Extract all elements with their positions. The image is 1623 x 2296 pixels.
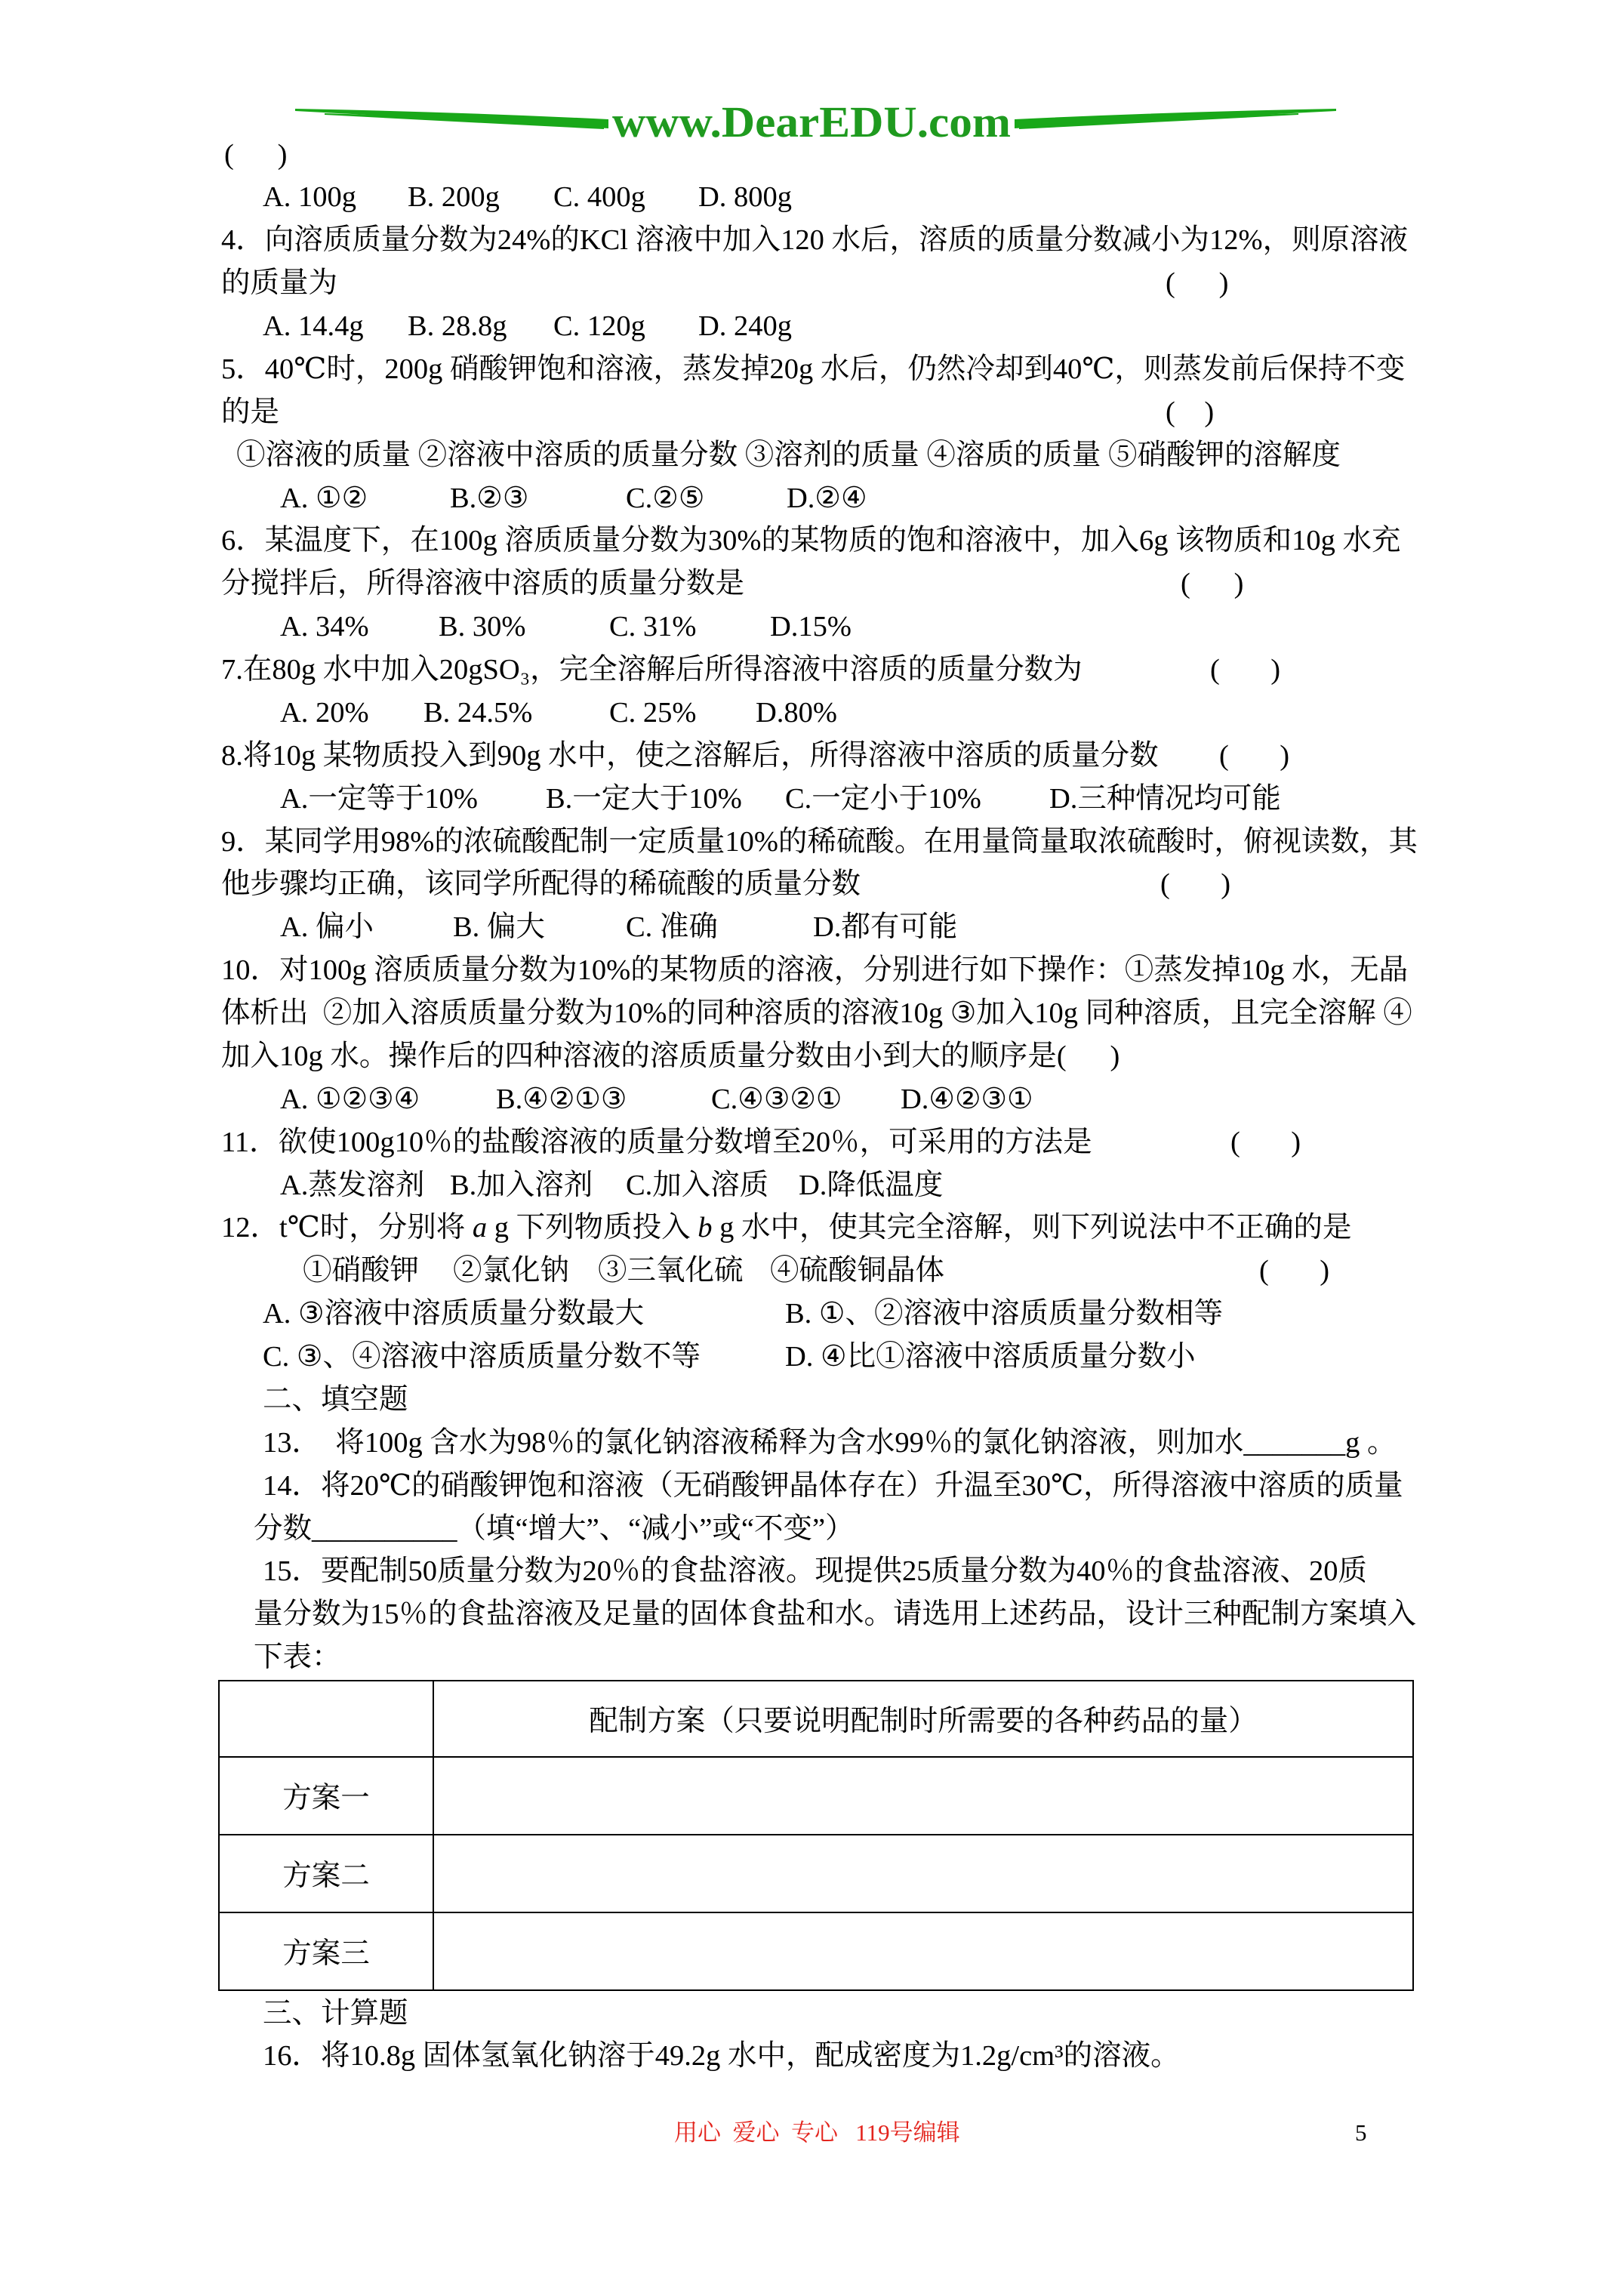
q5-items (0, 434, 1623, 477)
q10-stem-text: 加入10g 水。操作后的四种溶液的溶质质量分数由小到大的顺序是( ) (221, 1040, 1120, 1072)
q12-stem-part: g 下列物质投入 (487, 1212, 698, 1244)
q10-option-c: C.④③②① (711, 1083, 842, 1115)
q11-option-b: B.加入溶剂 (450, 1169, 593, 1201)
q3-option-b: B. 200g (408, 181, 500, 214)
q15-text: 量分数为15％的食盐溶液及足量的固体食盐和水。请选用上述药品，设计三种配制方案填入 (254, 1598, 1417, 1631)
q7-option-a: A. 20% (280, 696, 369, 729)
q8-stem-line-1 (0, 735, 1623, 778)
q5-answer-blank: ( ) (1166, 396, 1215, 428)
q5-option-a: A. ①② (280, 482, 368, 514)
q7-stem-text: 7.在80g 水中加入20gSO₃，完全溶解后所得溶液中溶质的质量分数为 (221, 654, 1083, 686)
q3-option-a: A. 100g (263, 181, 357, 214)
q10-stem-text: 10．对100g 溶质质量分数为10%的某物质的溶液，分别进行如下操作：①蒸发掉10g 水，无晶 (221, 954, 1409, 987)
q5-stem-line-2 (0, 391, 1623, 434)
q14-text: 分数__________（填“增大”、“减小”或“不变”） (254, 1512, 855, 1545)
q14-line-1 (0, 1465, 1623, 1508)
q9-stem-text: 9．某同学用98%的浓硫酸配制一定质量10%的稀硫酸。在用量筒量取浓硫酸时，俯视读数，其 (221, 825, 1418, 858)
q9-answer-blank: ( ) (1160, 868, 1231, 901)
q3-options (0, 176, 1623, 219)
q12-item-4: ④硫酸铜晶体 (770, 1255, 945, 1287)
q3-option-c: C. 400g (553, 181, 645, 214)
plan-1-answer-cell (433, 1757, 1413, 1835)
q5-stem-line-1 (0, 348, 1623, 391)
q10-stem-line-3 (0, 1035, 1623, 1078)
q4-answer-blank: ( ) (1166, 267, 1229, 300)
q12-stem-line-1 (0, 1207, 1623, 1250)
table-corner-cell (219, 1681, 433, 1757)
plan-2-answer-cell (433, 1835, 1413, 1912)
q10-stem-text: 体析出 ②加入溶质质量分数为10%的同种溶质的溶液10g ③加入10g 同种溶质，且完全溶解 ④ (221, 997, 1412, 1029)
section-3-title: 三、计算题 (263, 1997, 408, 2029)
page-footer (0, 2114, 1623, 2152)
q6-stem-line-2 (0, 562, 1623, 606)
q5-option-b: B.②③ (450, 482, 529, 514)
q12-option-d: D. ④比①溶液中溶质质量分数小 (785, 1341, 1196, 1373)
q15-plan-table (218, 1680, 1414, 1991)
q11-stem-text: 11．欲使100g10％的盐酸溶液的质量分数增至20％，可采用的方法是 (221, 1126, 1092, 1158)
q12-options-row-1 (0, 1293, 1623, 1336)
q11-stem-line-1 (0, 1121, 1623, 1164)
q6-option-d: D.15% (770, 611, 852, 643)
q6-option-c: C. 31% (609, 611, 697, 643)
q11-option-d: D.降低温度 (799, 1169, 944, 1201)
q8-answer-blank: ( ) (1219, 739, 1290, 772)
q12-stem-part: 12．t℃时，分别将 (221, 1212, 473, 1244)
section-2-title: 二、填空题 (263, 1383, 408, 1416)
q15-text: 下表： (254, 1641, 341, 1674)
calculation-section (0, 1992, 1623, 2079)
q14-line-2 (0, 1508, 1623, 1551)
q12-variable-b: b (698, 1212, 713, 1244)
table-row (219, 1757, 1413, 1835)
q8-option-d: D.三种情况均可能 (1049, 782, 1281, 815)
q12-item-3: ③三氧化硫 (598, 1255, 744, 1287)
section-2-heading (0, 1379, 1623, 1422)
q12-option-c: C. ③、④溶液中溶质质量分数不等 (263, 1341, 701, 1373)
q5-stem-text: 的是 (221, 396, 280, 428)
plan-3-label: 方案三 (219, 1912, 433, 1990)
q6-option-a: A. 34% (280, 611, 369, 643)
table-header-cell: 配制方案（只要说明配制时所需要的各种药品的量） (433, 1681, 1413, 1757)
q4-option-b: B. 28.8g (408, 310, 507, 342)
q5-option-c: C.②⑤ (626, 482, 705, 514)
table-header-row (219, 1681, 1413, 1757)
plan-3-answer-cell (433, 1912, 1413, 1990)
q6-options (0, 606, 1623, 649)
q10-stem-line-2 (0, 992, 1623, 1035)
q5-options (0, 477, 1623, 520)
q4-stem-line-1 (0, 219, 1623, 262)
q10-option-d: D.④②③① (901, 1083, 1033, 1115)
q9-option-b: B. 偏大 (453, 911, 545, 944)
q10-stem-line-1 (0, 949, 1623, 992)
table-row (219, 1835, 1413, 1912)
table-row (219, 1912, 1413, 1990)
q15-line-2 (0, 1593, 1623, 1636)
q10-options (0, 1078, 1623, 1121)
q9-stem-line-1 (0, 821, 1623, 864)
q4-options (0, 305, 1623, 348)
q7-option-d: D.80% (756, 696, 837, 729)
q12-option-b: B. ①、②溶液中溶质质量分数相等 (785, 1298, 1223, 1330)
q16-text: 16．将10.8g 固体氢氧化钠溶于49.2g 水中，配成密度为1.2g/cm³的溶液。 (263, 2040, 1180, 2073)
q7-option-b: B. 24.5% (423, 696, 533, 729)
q7-stem-line-1 (0, 649, 1623, 692)
q4-option-d: D. 240g (698, 310, 793, 342)
q10-option-a: A. ①②③④ (280, 1083, 420, 1115)
q3-answer-blank: ( ) (224, 138, 288, 171)
q13-line-1 (0, 1422, 1623, 1465)
q5-option-d: D.②④ (787, 482, 867, 514)
q4-option-c: C. 120g (553, 310, 645, 342)
q7-option-c: C. 25% (609, 696, 697, 729)
q9-stem-text: 他步骤均正确，该同学所配得的稀硫酸的质量分数 (221, 868, 861, 901)
q12-items (0, 1250, 1623, 1293)
q9-option-d: D.都有可能 (813, 911, 958, 944)
q6-answer-blank: ( ) (1181, 568, 1244, 600)
q6-stem-line-1 (0, 519, 1623, 562)
q16-line-1 (0, 2035, 1623, 2078)
q9-option-a: A. 偏小 (280, 911, 374, 944)
q12-option-a: A. ③溶液中溶质质量分数最大 (263, 1298, 645, 1330)
q12-answer-blank: ( ) (1259, 1255, 1330, 1287)
q12-item-1: ①硝酸钾 (303, 1255, 420, 1287)
q7-options (0, 692, 1623, 735)
section-3-heading (0, 1992, 1623, 2036)
q7-answer-blank: ( ) (1210, 654, 1281, 686)
q14-text: 14．将20℃的硝酸钾饱和溶液（无硝酸钾晶体存在）升温至30℃，所得溶液中溶质的质量 (263, 1469, 1403, 1502)
q11-option-a: A.蒸发溶剂 (280, 1169, 425, 1201)
q11-options (0, 1164, 1623, 1207)
q11-option-c: C.加入溶质 (626, 1169, 769, 1201)
q10-option-b: B.④②①③ (496, 1083, 627, 1115)
q12-item-2: ②氯化钠 (453, 1255, 570, 1287)
q3-answer-line (0, 134, 1623, 177)
q8-stem-text: 8.将10g 某物质投入到90g 水中，使之溶解后，所得溶液中溶质的质量分数 (221, 739, 1159, 772)
q4-stem-line-2 (0, 262, 1623, 305)
q4-stem-text: 4．向溶质质量分数为24%的KCl 溶液中加入120 水后，溶质的质量分数减小为12%，则原溶液 (221, 224, 1409, 257)
q9-stem-line-2 (0, 863, 1623, 906)
q8-option-c: C.一定小于10% (785, 782, 981, 815)
site-url-logo: www.DearEDU.com (612, 97, 1011, 146)
q9-option-c: C. 准确 (626, 911, 718, 944)
q15-line-3 (0, 1636, 1623, 1679)
plan-2-label: 方案二 (219, 1835, 433, 1912)
q12-variable-a: a (472, 1212, 488, 1244)
question-body (0, 134, 1623, 1680)
q8-option-b: B.一定大于10% (546, 782, 742, 815)
q8-option-a: A.一定等于10% (280, 782, 478, 815)
q8-options (0, 778, 1623, 821)
q6-stem-text: 6．某温度下，在100g 溶质质量分数为30%的某物质的饱和溶液中，加入6g 该物质和10g 水充 (221, 525, 1401, 557)
q6-stem-text: 分搅拌后，所得溶液中溶质的质量分数是 (221, 568, 745, 600)
q13-text: 13． 将100g 含水为98％的氯化钠溶液稀释为含水99％的氯化钠溶液，则加水_______g 。 (263, 1426, 1397, 1459)
plan-1-label: 方案一 (219, 1757, 433, 1835)
q12-stem-text (221, 1207, 1352, 1250)
q12-options-row-2 (0, 1336, 1623, 1379)
q12-stem-part: g 水中，使其完全溶解，则下列说法中不正确的是 (712, 1212, 1352, 1244)
q5-item-list: ①溶液的质量 ②溶液中溶质的质量分数 ③溶剂的质量 ④溶质的质量 ⑤硝酸钾的溶解度 (236, 439, 1341, 471)
footer-slogan: 用心 爱心 专心 119号编辑 (674, 2119, 960, 2146)
q15-text: 15．要配制50质量分数为20％的食盐溶液。现提供25质量分数为40％的食盐溶液、20质 (263, 1555, 1368, 1588)
q4-option-a: A. 14.4g (263, 310, 364, 342)
q5-stem-text: 5．40℃时，200g 硝酸钾饱和溶液，蒸发掉20g 水后，仍然冷却到40℃，则蒸发前后保持不变 (221, 353, 1406, 385)
q11-answer-blank: ( ) (1230, 1126, 1301, 1158)
q4-stem-text: 的质量为 (221, 267, 338, 300)
q9-options (0, 906, 1623, 949)
page-number: 5 (1355, 2119, 1367, 2146)
q15-line-1 (0, 1550, 1623, 1593)
q6-option-b: B. 30% (439, 611, 526, 643)
q3-option-d: D. 800g (698, 181, 793, 214)
